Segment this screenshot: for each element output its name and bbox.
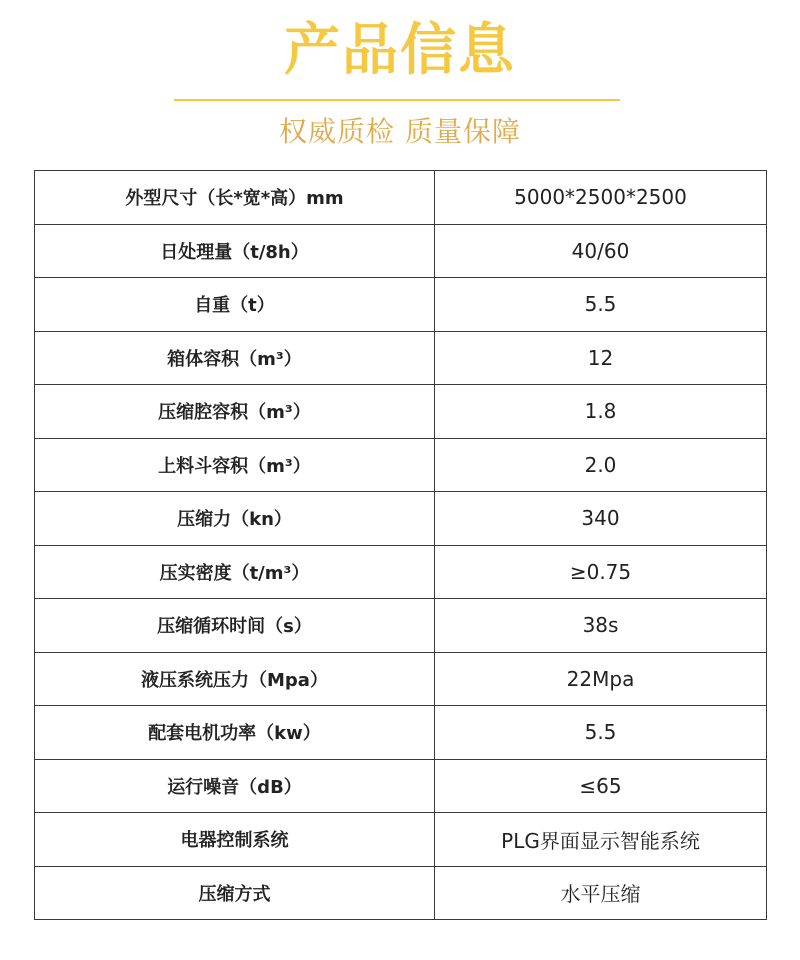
table-row: [35, 866, 767, 920]
table-row: [35, 492, 767, 546]
spec-value: 水平压缩: [435, 866, 767, 920]
spec-label: 压缩腔容积（m³）: [35, 385, 435, 439]
table-row: [35, 331, 767, 385]
spec-label: 运行噪音（dB）: [35, 759, 435, 813]
spec-value: 340: [435, 492, 767, 546]
table-row: [35, 438, 767, 492]
spec-label: 电器控制系统: [35, 813, 435, 867]
spec-label: 压缩力（kn）: [35, 492, 435, 546]
table-row: [35, 545, 767, 599]
table-row: [35, 706, 767, 760]
spec-label: 压实密度（t/m³）: [35, 545, 435, 599]
spec-label: 箱体容积（m³）: [35, 331, 435, 385]
spec-label: 自重（t）: [35, 278, 435, 332]
spec-value: 5000*2500*2500: [435, 171, 767, 225]
spec-value: 12: [435, 331, 767, 385]
table-row: [35, 278, 767, 332]
spec-value: 5.5: [435, 278, 767, 332]
spec-value: PLG界面显示智能系统: [435, 813, 767, 867]
title-divider: [174, 99, 620, 101]
spec-value: ≤65: [435, 759, 767, 813]
table-row: [35, 224, 767, 278]
spec-value: 38s: [435, 599, 767, 653]
spec-label: 日处理量（t/8h）: [35, 224, 435, 278]
spec-value: 40/60: [435, 224, 767, 278]
table-row: [35, 652, 767, 706]
spec-label: 外型尺寸（长*宽*高）mm: [35, 171, 435, 225]
page-subtitle: 权威质检 质量保障: [279, 115, 521, 148]
spec-label: 压缩方式: [35, 866, 435, 920]
spec-table: [34, 170, 767, 920]
table-row: [35, 385, 767, 439]
table-row: [35, 171, 767, 225]
spec-label: 配套电机功率（kw）: [35, 706, 435, 760]
spec-value: 1.8: [435, 385, 767, 439]
table-row: [35, 599, 767, 653]
spec-label: 液压系统压力（Mpa）: [35, 652, 435, 706]
spec-value: ≥0.75: [435, 545, 767, 599]
spec-label: 压缩循环时间（s）: [35, 599, 435, 653]
spec-value: 2.0: [435, 438, 767, 492]
spec-value: 22Mpa: [435, 652, 767, 706]
page-title: 产品信息: [284, 18, 516, 83]
table-row: [35, 759, 767, 813]
spec-label: 上料斗容积（m³）: [35, 438, 435, 492]
table-row: [35, 813, 767, 867]
page-header: [0, 0, 800, 170]
spec-value: 5.5: [435, 706, 767, 760]
